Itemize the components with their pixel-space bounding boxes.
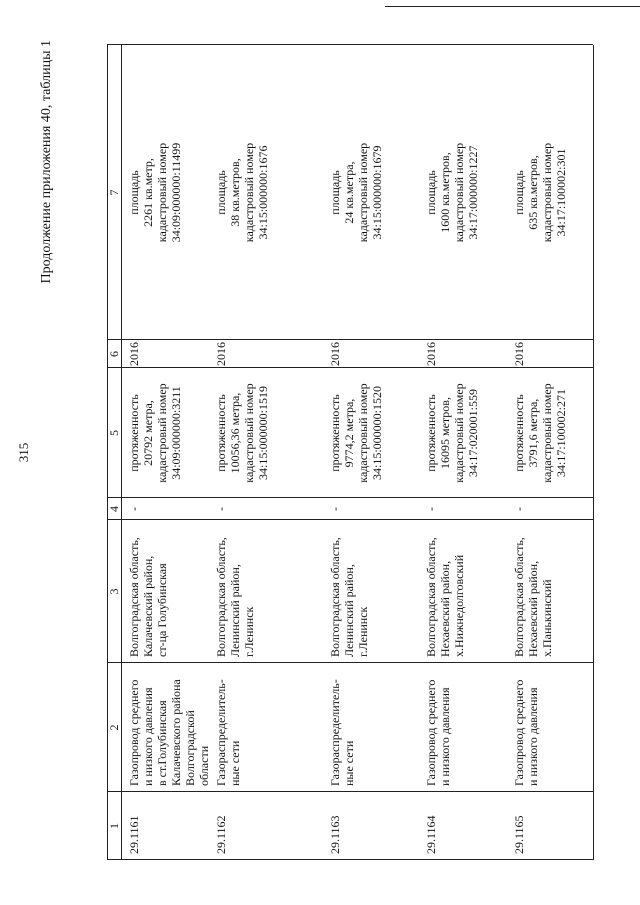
cell-year: 2016 xyxy=(512,342,526,366)
cell-name: Газораспределитель- ные сети xyxy=(214,679,242,786)
header-cell-4: 4 xyxy=(107,506,121,512)
cell-year: 2016 xyxy=(424,342,438,366)
cell-name: Газораспределитель- ные сети xyxy=(328,679,356,786)
cell-name: Газопровод среднего и низкого давления в ст.Голубинская Калачевского района Волгоградской области xyxy=(127,679,211,786)
cell-address: Волгоградская область, Нехаевский район, х.Панькинский xyxy=(512,537,554,657)
cell-land: площадь 1600 кв.метров, кадастровый номер 34:17:000000:1227 xyxy=(424,142,480,243)
cell-id: 29.1165 xyxy=(512,815,526,854)
table-vline xyxy=(107,791,593,792)
header-cell-5: 5 xyxy=(107,430,121,436)
cell-address: Волгоградская область, Ленинский район, г.Ленинск xyxy=(214,537,256,657)
header-cell-1: 1 xyxy=(107,823,121,829)
table-vline xyxy=(107,367,593,368)
continuation-title: Продолжение приложения 40, таблицы 1 xyxy=(39,40,54,284)
cell-year: 2016 xyxy=(328,342,342,366)
page-number: 315 xyxy=(16,442,31,463)
cell-length: протяженность 20792 метра, кадастровый номер 34:09:000000:3211 xyxy=(127,383,183,483)
table-vline xyxy=(107,662,593,663)
table-vline xyxy=(107,497,593,498)
cell-name: Газопровод среднего и низкого давления xyxy=(512,679,540,786)
cell-land: площадь 635 кв.метров, кадастровый номер 34:17:100002:301 xyxy=(512,142,568,243)
cell-col4: - xyxy=(512,507,526,511)
cell-col4: - xyxy=(424,507,438,511)
header-cell-2: 2 xyxy=(107,724,121,731)
cell-address: Волгоградская область, Нехаевский район, х.Нижнедолговский xyxy=(424,537,466,657)
cell-land: площадь 24 кв.метра, кадастровый номер 34:15:000000:1679 xyxy=(328,142,384,243)
cell-year: 2016 xyxy=(127,342,141,366)
table-hline xyxy=(121,45,122,860)
cell-length: протяженность 3791,6 метра, кадастровый номер 34:17:100002:271 xyxy=(512,383,568,483)
cell-id: 29.1161 xyxy=(127,815,141,854)
cell-id: 29.1164 xyxy=(424,815,438,854)
header-cell-3: 3 xyxy=(107,588,121,595)
cell-length: протяженность 9774,2 метра, кадастровый номер 34:15:000000:1520 xyxy=(328,383,384,483)
table-hline xyxy=(593,45,594,860)
cell-address: Волгоградская область, Ленинский район, г.Ленинск xyxy=(328,537,370,657)
cell-year: 2016 xyxy=(214,342,228,366)
table-vline xyxy=(107,859,593,860)
table-vline xyxy=(107,519,593,520)
header-cell-6: 6 xyxy=(107,351,121,357)
header-cell-7: 7 xyxy=(107,189,121,196)
cell-land: площадь 38 кв.метров, кадастровый номер 34:15:000000:1676 xyxy=(214,142,270,243)
cell-land: площадь 2261 кв.метр, кадастровый номер 34:09:000000:11499 xyxy=(127,142,183,243)
cell-id: 29.1162 xyxy=(214,815,228,854)
cell-col4: - xyxy=(127,507,141,511)
table-vline xyxy=(107,44,593,45)
cell-id: 29.1163 xyxy=(328,815,342,854)
table-vline xyxy=(107,339,593,340)
cell-length: протяженность 16095 метров, кадастровый номер 34:17:020001:559 xyxy=(424,383,480,483)
cell-col4: - xyxy=(328,507,342,511)
cell-name: Газопровод среднего и низкого давления xyxy=(424,679,452,786)
cell-col4: - xyxy=(214,507,228,511)
cell-address: Волгоградская область, Калачевский район, ст-ца Голубинская xyxy=(127,537,169,657)
cell-length: протяженность 10056,36 метра, кадастровый номер 34:15:000000:1519 xyxy=(214,383,270,483)
